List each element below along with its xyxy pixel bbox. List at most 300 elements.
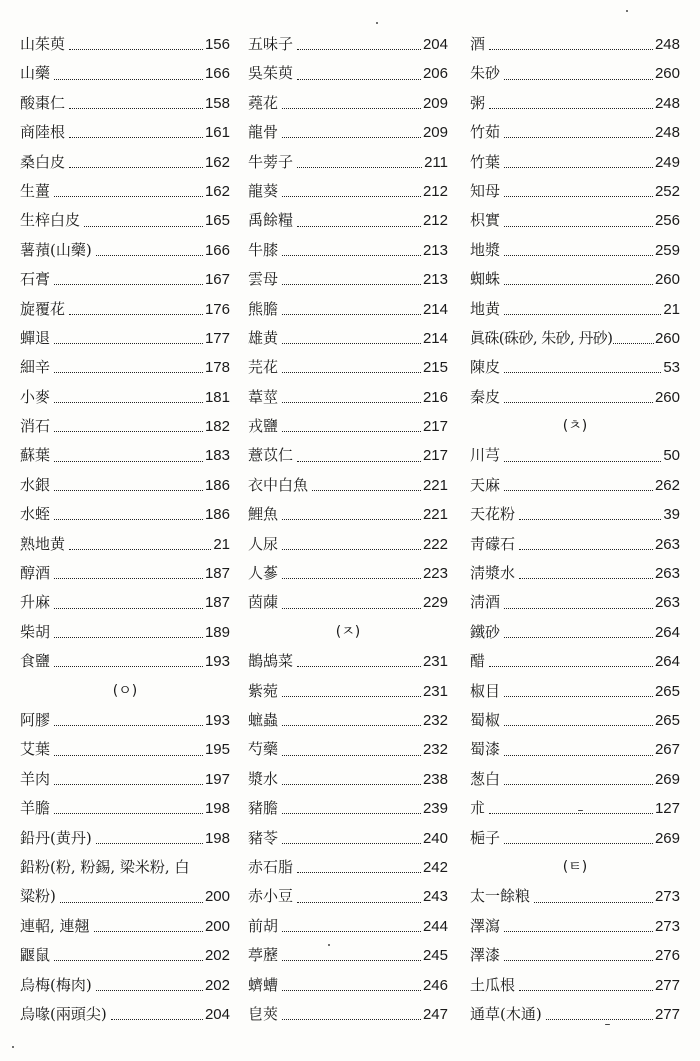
- index-entry: [470, 941, 680, 970]
- dot-leader: [54, 490, 203, 491]
- scan-speck: [12, 1046, 14, 1048]
- entry-term: 淸漿水: [470, 564, 516, 583]
- index-entry: [248, 236, 448, 265]
- entry-page-number: 240: [422, 829, 448, 847]
- dot-leader: [282, 1019, 421, 1020]
- dot-leader: [94, 931, 203, 932]
- entry-page-number: 246: [422, 976, 448, 994]
- entry-page-number: 265: [654, 711, 680, 729]
- index-entry: [470, 500, 680, 529]
- entry-term: 桑白皮: [20, 152, 66, 171]
- entry-term: 蜀椒: [470, 710, 501, 729]
- entry-term: 鐵砂: [470, 622, 501, 641]
- dot-leader: [504, 196, 653, 197]
- index-entry: [20, 588, 230, 617]
- dot-leader: [54, 431, 203, 432]
- entry-term: 艾葉: [20, 740, 51, 759]
- entry-page-number: 193: [204, 653, 230, 671]
- scan-speck: [578, 810, 583, 811]
- entry-page-number: 269: [654, 829, 680, 847]
- index-entry: [20, 177, 230, 206]
- entry-page-number: 212: [422, 212, 448, 230]
- index-entry: [470, 295, 680, 324]
- entry-term: 鵲鴣菜: [248, 652, 294, 671]
- dot-leader: [69, 314, 203, 315]
- entry-term: 鼴鼠: [20, 946, 51, 965]
- index-entry: [470, 912, 680, 941]
- dot-leader: [489, 49, 653, 50]
- entry-page-number: 209: [422, 124, 448, 142]
- index-entry: [248, 30, 448, 59]
- dot-leader: [54, 461, 203, 462]
- entry-term: 蜀漆: [470, 740, 501, 759]
- dot-leader: [282, 284, 421, 285]
- section-heading: (ㅇ): [112, 682, 138, 699]
- index-entry: [470, 530, 680, 559]
- entry-page-number: 181: [204, 388, 230, 406]
- index-entry: [470, 471, 680, 500]
- dot-leader: [489, 666, 653, 667]
- dot-leader: [282, 960, 421, 961]
- entry-term: 鯉魚: [248, 505, 279, 524]
- dot-leader: [504, 314, 661, 315]
- entry-term: 漿水: [248, 769, 279, 788]
- index-entry: [20, 324, 230, 353]
- entry-term: 烏梅(梅肉): [20, 975, 92, 994]
- entry-page-number: 244: [422, 917, 448, 935]
- entry-page-number: 269: [654, 770, 680, 788]
- entry-page-number: 248: [654, 124, 680, 142]
- entry-term: 戎鹽: [248, 417, 279, 436]
- entry-term: 陳皮: [470, 358, 501, 377]
- dot-leader: [504, 755, 653, 756]
- dot-leader: [54, 284, 203, 285]
- entry-term: 生薑: [20, 181, 51, 200]
- entry-page-number: 158: [204, 94, 230, 112]
- dot-leader: [60, 902, 203, 903]
- index-entry: [20, 206, 230, 235]
- dot-leader: [282, 137, 421, 138]
- entry-term: 酒: [470, 35, 486, 53]
- dot-leader: [282, 343, 421, 344]
- scan-speck: [605, 1024, 610, 1025]
- dot-leader: [282, 519, 421, 520]
- entry-page-number: 162: [204, 153, 230, 171]
- index-entry: [470, 177, 680, 206]
- dot-leader: [96, 255, 203, 256]
- entry-page-number: 260: [654, 388, 680, 406]
- index-entry: [470, 353, 680, 382]
- entry-page-number: 229: [422, 594, 448, 612]
- dot-leader: [54, 196, 203, 197]
- entry-term: 商陸根: [20, 123, 66, 142]
- index-entry: [20, 500, 230, 529]
- index-entry: [248, 765, 448, 794]
- index-entry: [470, 89, 680, 118]
- dot-leader: [54, 79, 203, 80]
- entry-page-number: 127: [654, 800, 680, 818]
- dot-leader: [504, 725, 653, 726]
- entry-term: 葱白: [470, 769, 501, 788]
- index-entry: [248, 295, 448, 324]
- entry-page-number: 200: [204, 888, 230, 906]
- entry-page-number: 232: [422, 711, 448, 729]
- index-entry: [248, 912, 448, 941]
- index-entry: [20, 441, 230, 470]
- entry-page-number: 161: [204, 124, 230, 142]
- index-entry: [20, 89, 230, 118]
- entry-term: 蘇葉: [20, 446, 51, 465]
- index-entry: [470, 265, 680, 294]
- index-entry: [248, 971, 448, 1000]
- index-entry: [470, 236, 680, 265]
- index-entry: [248, 148, 448, 177]
- dot-leader: [69, 137, 203, 138]
- entry-term: 羊膽: [20, 799, 51, 818]
- entry-page-number: 222: [422, 535, 448, 553]
- entry-page-number: 263: [654, 594, 680, 612]
- entry-term: 蟅蟲: [248, 710, 279, 729]
- index-entry: [20, 794, 230, 823]
- entry-term: 小麥: [20, 387, 51, 406]
- index-entry: [470, 148, 680, 177]
- dot-leader: [282, 931, 421, 932]
- index-entry: [248, 412, 448, 441]
- dot-leader: [282, 813, 421, 814]
- dot-leader: [54, 608, 203, 609]
- index-entry: [248, 206, 448, 235]
- section-heading: (ㅌ): [562, 858, 588, 875]
- entry-term: 醇酒: [20, 564, 51, 583]
- entry-page-number: 187: [204, 565, 230, 583]
- dot-leader: [504, 284, 653, 285]
- index-entry: [20, 941, 230, 970]
- index-entry: [20, 412, 230, 441]
- entry-page-number: 50: [663, 447, 680, 465]
- dot-leader: [69, 167, 203, 168]
- index-entry: [248, 735, 448, 764]
- dot-leader: [504, 226, 653, 227]
- entry-page-number: 238: [422, 770, 448, 788]
- dot-leader: [312, 490, 421, 491]
- entry-page-number: 262: [654, 476, 680, 494]
- dot-leader: [519, 578, 653, 579]
- entry-term: 柴胡: [20, 622, 51, 641]
- dot-leader: [489, 108, 653, 109]
- index-entry: [20, 30, 230, 59]
- entry-page-number: 243: [422, 888, 448, 906]
- entry-page-number: 182: [204, 418, 230, 436]
- entry-page-number: 186: [204, 476, 230, 494]
- entry-page-number: 197: [204, 770, 230, 788]
- index-entry-continued: [20, 853, 230, 882]
- dot-leader: [504, 402, 653, 403]
- entry-term: 淸酒: [470, 593, 501, 612]
- dot-leader: [297, 226, 421, 227]
- dot-leader: [504, 637, 653, 638]
- index-entry: [20, 647, 230, 676]
- index-entry: [470, 706, 680, 735]
- entry-page-number: 260: [654, 65, 680, 83]
- index-entry: [20, 618, 230, 647]
- dot-leader: [504, 931, 653, 932]
- index-entry: [248, 706, 448, 735]
- entry-page-number: 204: [204, 1005, 230, 1023]
- entry-page-number: 247: [422, 1005, 448, 1023]
- dot-leader: [504, 784, 653, 785]
- entry-page-number: 231: [422, 682, 448, 700]
- index-entry: [470, 588, 680, 617]
- entry-term: 茵蔯: [248, 593, 279, 612]
- entry-page-number: 53: [663, 359, 680, 377]
- index-entry: [20, 236, 230, 265]
- dot-leader: [96, 990, 203, 991]
- entry-page-number: 260: [654, 271, 680, 289]
- entry-term: 太一餘粮: [470, 887, 531, 906]
- entry-term: 粥: [470, 93, 486, 112]
- entry-term: 朱砂: [470, 64, 501, 83]
- index-entry: [248, 824, 448, 853]
- entry-page-number: 260: [654, 329, 680, 347]
- index-entry: [470, 118, 680, 147]
- entry-page-number: 245: [422, 947, 448, 965]
- dot-leader: [504, 137, 653, 138]
- dot-leader: [534, 902, 653, 903]
- entry-term: 吳茱萸: [248, 64, 294, 83]
- index-entry: [20, 265, 230, 294]
- index-entry: [248, 677, 448, 706]
- entry-page-number: 187: [204, 594, 230, 612]
- index-entry: [248, 177, 448, 206]
- index-entry: [470, 324, 680, 353]
- index-column-2: [248, 30, 448, 1029]
- entry-page-number: 273: [654, 888, 680, 906]
- entry-page-number: 256: [654, 212, 680, 230]
- dot-leader: [282, 990, 421, 991]
- entry-page-number: 267: [654, 741, 680, 759]
- dot-leader: [84, 226, 203, 227]
- index-entry: [248, 559, 448, 588]
- entry-page-number: 211: [424, 153, 448, 171]
- dot-leader: [96, 843, 203, 844]
- entry-term: 朮: [470, 799, 486, 818]
- dot-leader: [519, 990, 653, 991]
- entry-term: 葦莖: [248, 387, 279, 406]
- entry-term: 山藥: [20, 64, 51, 83]
- index-entry: [20, 148, 230, 177]
- entry-page-number: 248: [654, 36, 680, 53]
- dot-leader: [504, 167, 653, 168]
- entry-page-number: 273: [654, 917, 680, 935]
- dot-leader: [282, 843, 421, 844]
- entry-term: 山茱萸: [20, 35, 66, 53]
- entry-term: 食鹽: [20, 652, 51, 671]
- dot-leader: [282, 608, 421, 609]
- entry-page-number: 232: [422, 741, 448, 759]
- entry-term: 升麻: [20, 593, 51, 612]
- dot-leader: [297, 902, 421, 903]
- entry-term: 芍藥: [248, 740, 279, 759]
- entry-term: 牛蒡子: [248, 152, 294, 171]
- index-entry: [20, 59, 230, 88]
- entry-term: 芫花: [248, 358, 279, 377]
- entry-page-number: 265: [654, 682, 680, 700]
- dot-leader: [504, 372, 661, 373]
- index-entry: [470, 824, 680, 853]
- entry-term: 豬苓: [248, 828, 279, 847]
- entry-term: 粱粉): [20, 887, 56, 906]
- entry-term: 梔子: [470, 828, 501, 847]
- index-entry: [248, 1000, 448, 1029]
- index-entry: [20, 295, 230, 324]
- entry-term: 熊膽: [248, 299, 279, 318]
- entry-term: 天麻: [470, 475, 501, 494]
- entry-term: 天花粉: [470, 505, 516, 524]
- section-heading: (ㅈ): [335, 623, 361, 640]
- entry-page-number: 209: [422, 94, 448, 112]
- entry-term: 雲母: [248, 270, 279, 289]
- dot-leader: [282, 372, 421, 373]
- index-entry: [470, 441, 680, 470]
- entry-term: 熟地黄: [20, 534, 66, 553]
- index-entry: [248, 530, 448, 559]
- dot-leader: [54, 402, 203, 403]
- dot-leader: [282, 725, 421, 726]
- dot-leader: [282, 314, 421, 315]
- index-entry: [470, 735, 680, 764]
- entry-page-number: 195: [204, 741, 230, 759]
- index-entry: [248, 353, 448, 382]
- entry-page-number: 242: [422, 858, 448, 876]
- index-entry: [20, 971, 230, 1000]
- dot-leader: [54, 725, 203, 726]
- index-entry: [20, 824, 230, 853]
- index-entry: [20, 559, 230, 588]
- entry-term: 竹茹: [470, 123, 501, 142]
- index-entry: [20, 706, 230, 735]
- entry-term: 薏苡仁: [248, 446, 294, 465]
- entry-page-number: 178: [204, 359, 230, 377]
- entry-term: 椒目: [470, 681, 501, 700]
- dot-leader: [282, 784, 421, 785]
- entry-page-number: 167: [204, 271, 230, 289]
- entry-page-number: 252: [654, 182, 680, 200]
- entry-page-number: 213: [422, 271, 448, 289]
- entry-page-number: 213: [422, 241, 448, 259]
- index-entry: [470, 647, 680, 676]
- entry-page-number: 263: [654, 565, 680, 583]
- index-entry: [248, 441, 448, 470]
- entry-term: 石膏: [20, 270, 51, 289]
- index-entry: [470, 794, 680, 823]
- entry-term: 澤漆: [470, 946, 501, 965]
- entry-term: 枳實: [470, 211, 501, 230]
- index-entry: [248, 853, 448, 882]
- index-entry: [248, 794, 448, 823]
- entry-term: 衣中白魚: [248, 475, 309, 494]
- entry-page-number: 202: [204, 947, 230, 965]
- index-entry: [248, 941, 448, 970]
- entry-page-number: 21: [663, 300, 680, 318]
- entry-term: 人蔘: [248, 564, 279, 583]
- dot-leader: [54, 960, 203, 961]
- entry-page-number: 198: [204, 800, 230, 818]
- index-entry: [470, 59, 680, 88]
- index-entry: [20, 383, 230, 412]
- index-entry: [248, 89, 448, 118]
- dot-leader: [297, 461, 421, 462]
- entry-term: 消石: [20, 417, 51, 436]
- entry-term: 酸棗仁: [20, 93, 66, 112]
- entry-term: 紫菀: [248, 681, 279, 700]
- entry-term: 澤瀉: [470, 916, 501, 935]
- index-entry: [20, 530, 230, 559]
- dot-leader: [282, 255, 421, 256]
- entry-page-number: 21: [213, 535, 230, 553]
- dot-leader: [54, 578, 203, 579]
- entry-page-number: 162: [204, 182, 230, 200]
- dot-leader: [504, 461, 661, 462]
- dot-leader: [282, 696, 421, 697]
- index-entry: [470, 30, 680, 59]
- dot-leader: [282, 402, 421, 403]
- entry-term: 葶藶: [248, 946, 279, 965]
- entry-term: 水銀: [20, 475, 51, 494]
- entry-term: 靑礞石: [470, 534, 516, 553]
- entry-term: 雄黄: [248, 328, 279, 347]
- dot-leader: [504, 79, 653, 80]
- entry-page-number: 193: [204, 711, 230, 729]
- index-entry: [20, 118, 230, 147]
- entry-page-number: 259: [654, 241, 680, 259]
- index-column-1: [20, 30, 230, 1029]
- entry-term: 阿膠: [20, 710, 51, 729]
- entry-term: 人尿: [248, 534, 279, 553]
- entry-term: 水蛭: [20, 505, 51, 524]
- entry-page-number: 221: [422, 506, 448, 524]
- index-entry: [248, 500, 448, 529]
- dot-leader: [282, 578, 421, 579]
- entry-term: 蟬退: [20, 328, 51, 347]
- entry-page-number: 156: [204, 36, 230, 53]
- entry-page-number: 223: [422, 565, 448, 583]
- entry-page-number: 202: [204, 976, 230, 994]
- entry-term: 竹葉: [470, 152, 501, 171]
- dot-leader: [111, 1019, 203, 1020]
- dot-leader: [54, 666, 203, 667]
- entry-term: 蠐螬: [248, 975, 279, 994]
- entry-term: 蕘花: [248, 93, 279, 112]
- dot-leader: [282, 431, 421, 432]
- entry-page-number: 176: [204, 300, 230, 318]
- entry-term: 龍葵: [248, 181, 279, 200]
- entry-page-number: 212: [422, 182, 448, 200]
- dot-leader: [504, 696, 653, 697]
- entry-term: 禹餘糧: [248, 211, 294, 230]
- dot-leader: [282, 108, 421, 109]
- dot-leader: [54, 784, 203, 785]
- scan-speck: [328, 944, 330, 946]
- entry-page-number: 221: [422, 476, 448, 494]
- entry-page-number: 215: [422, 359, 448, 377]
- entry-term: 生梓白皮: [20, 211, 81, 230]
- section-heading: (ㅊ): [562, 418, 588, 435]
- index-entry: [470, 765, 680, 794]
- entry-page-number: 166: [204, 241, 230, 259]
- dot-leader: [297, 167, 422, 168]
- dot-leader: [54, 755, 203, 756]
- dot-leader: [297, 49, 421, 50]
